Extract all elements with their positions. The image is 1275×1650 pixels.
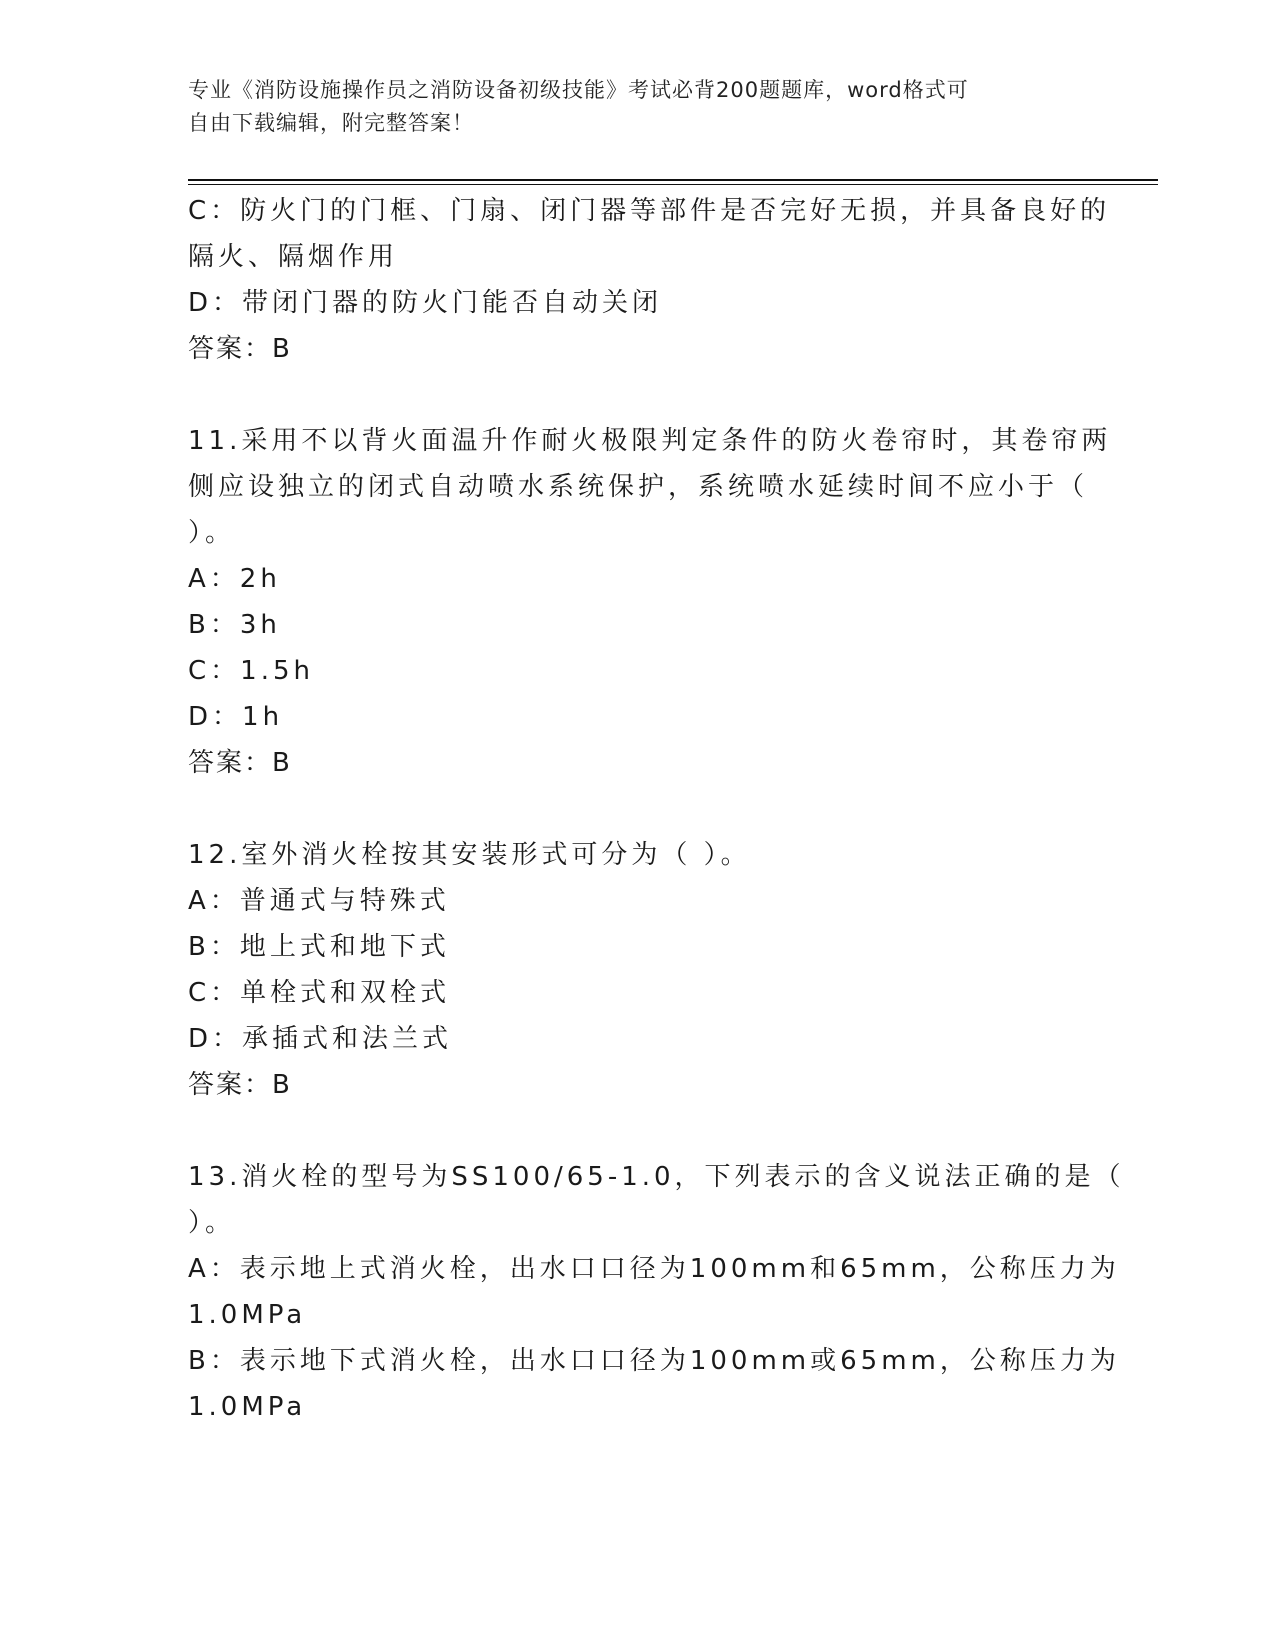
answer-line: 答案：B	[188, 748, 292, 778]
option-b: B：3h	[188, 610, 281, 640]
answer-line: 答案：B	[188, 334, 292, 364]
option-b-line-2: 1.0MPa	[188, 1392, 307, 1422]
header-line-2: 自由下载编辑，附完整答案！	[188, 111, 474, 135]
question-stem-line-2: 侧应设独立的闭式自动喷水系统保护，系统喷水延续时间不应小于（	[188, 472, 1089, 502]
option-d: D：1h	[188, 702, 284, 732]
option-a-line-1: A：表示地上式消火栓，出水口口径为100mm和65mm，公称压力为	[188, 1254, 1120, 1284]
question-stem-line-1: 12.室外消火栓按其安装形式可分为（ ）。	[188, 840, 751, 870]
question-11	[188, 418, 1112, 786]
header-line-1: 专业《消防设施操作员之消防设备初级技能》考试必背200题题库，word格式可	[188, 78, 969, 102]
question-stem-line-2: ）。	[188, 1208, 236, 1238]
spacer	[188, 786, 1088, 832]
spacer	[188, 1108, 1088, 1154]
option-c-line-1: C：防火门的门框、门扇、闭门器等部件是否完好无损，并具备良好的	[188, 196, 1111, 226]
document-header	[188, 74, 1068, 140]
option-b: B：地上式和地下式	[188, 932, 450, 962]
question-13	[188, 1154, 1125, 1430]
header-divider-thick	[188, 179, 1158, 181]
option-d: D：承插式和法兰式	[188, 1024, 453, 1054]
question-10-continuation	[188, 188, 1111, 372]
question-stem-line-3: ）。	[188, 518, 236, 548]
answer-line: 答案：B	[188, 1070, 292, 1100]
option-a-line-2: 1.0MPa	[188, 1300, 307, 1330]
spacer	[188, 372, 1088, 418]
document-body	[188, 188, 1125, 1430]
option-a: A：2h	[188, 564, 281, 594]
question-stem-line-1: 13.消火栓的型号为SS100/65-1.0，下列表示的含义说法正确的是（	[188, 1162, 1125, 1192]
option-a: A：普通式与特殊式	[188, 886, 450, 916]
header-divider-thin	[188, 184, 1158, 185]
question-12	[188, 832, 1088, 1108]
option-c-line-2: 隔火、隔烟作用	[188, 242, 399, 272]
question-stem-line-1: 11.采用不以背火面温升作耐火极限判定条件的防火卷帘时，其卷帘两	[188, 426, 1112, 456]
option-b-line-1: B：表示地下式消火栓，出水口口径为100mm或65mm，公称压力为	[188, 1346, 1120, 1376]
option-d: D：带闭门器的防火门能否自动关闭	[188, 288, 663, 318]
option-c: C：单栓式和双栓式	[188, 978, 451, 1008]
option-c: C：1.5h	[188, 656, 314, 686]
